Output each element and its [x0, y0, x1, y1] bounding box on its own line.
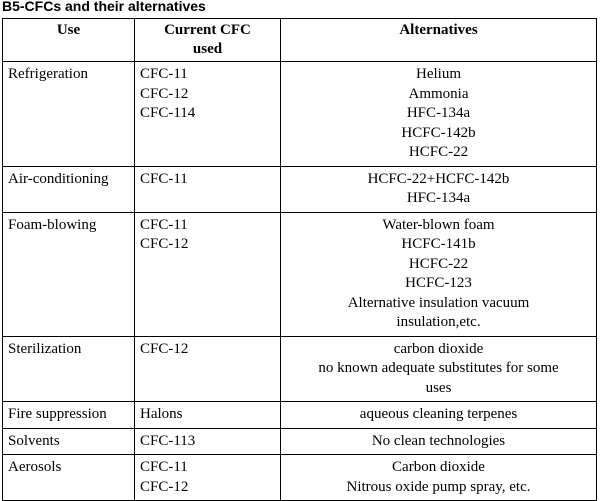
- cfc-cell: CFC-11 CFC-12: [135, 212, 281, 336]
- document-title: B5-CFCs and their alternatives: [2, 0, 206, 14]
- alternatives-cell: aqueous cleaning terpenes: [281, 402, 597, 429]
- table-row: [3, 166, 597, 212]
- use-cell: Aerosols: [3, 455, 135, 501]
- use-cell: Refrigeration: [3, 62, 135, 167]
- cfc-cell: CFC-11 CFC-12: [135, 455, 281, 501]
- alternatives-cell: Carbon dioxide Nitrous oxide pump spray, etc.: [281, 455, 597, 501]
- cfc-alternatives-table: [2, 18, 597, 501]
- cfc-cell: CFC-113: [135, 428, 281, 455]
- cfc-cell: CFC-12: [135, 336, 281, 402]
- table-row: [3, 455, 597, 501]
- header-use: Use: [3, 19, 135, 62]
- use-cell: Foam-blowing: [3, 212, 135, 336]
- table-header-row: [3, 19, 597, 62]
- table-row: [3, 212, 597, 336]
- alternatives-cell: HCFC-22+HCFC-142b HFC-134a: [281, 166, 597, 212]
- table-row: [3, 428, 597, 455]
- cfc-cell: CFC-11 CFC-12 CFC-114: [135, 62, 281, 167]
- use-cell: Air-conditioning: [3, 166, 135, 212]
- alternatives-cell: No clean technologies: [281, 428, 597, 455]
- header-current-cfc: Current CFC used: [135, 19, 281, 62]
- alternatives-cell: Helium Ammonia HFC-134a HCFC-142b HCFC-22: [281, 62, 597, 167]
- table-row: [3, 62, 597, 167]
- alternatives-cell: Water-blown foam HCFC-141b HCFC-22 HCFC-123 Alternative insulation vacuum insulation,etc.: [281, 212, 597, 336]
- alternatives-cell: carbon dioxide no known adequate substitutes for some uses: [281, 336, 597, 402]
- use-cell: Fire suppression: [3, 402, 135, 429]
- use-cell: Sterilization: [3, 336, 135, 402]
- table-row: [3, 336, 597, 402]
- header-alternatives: Alternatives: [281, 19, 597, 62]
- use-cell: Solvents: [3, 428, 135, 455]
- cfc-cell: CFC-11: [135, 166, 281, 212]
- cfc-cell: Halons: [135, 402, 281, 429]
- table-row: [3, 402, 597, 429]
